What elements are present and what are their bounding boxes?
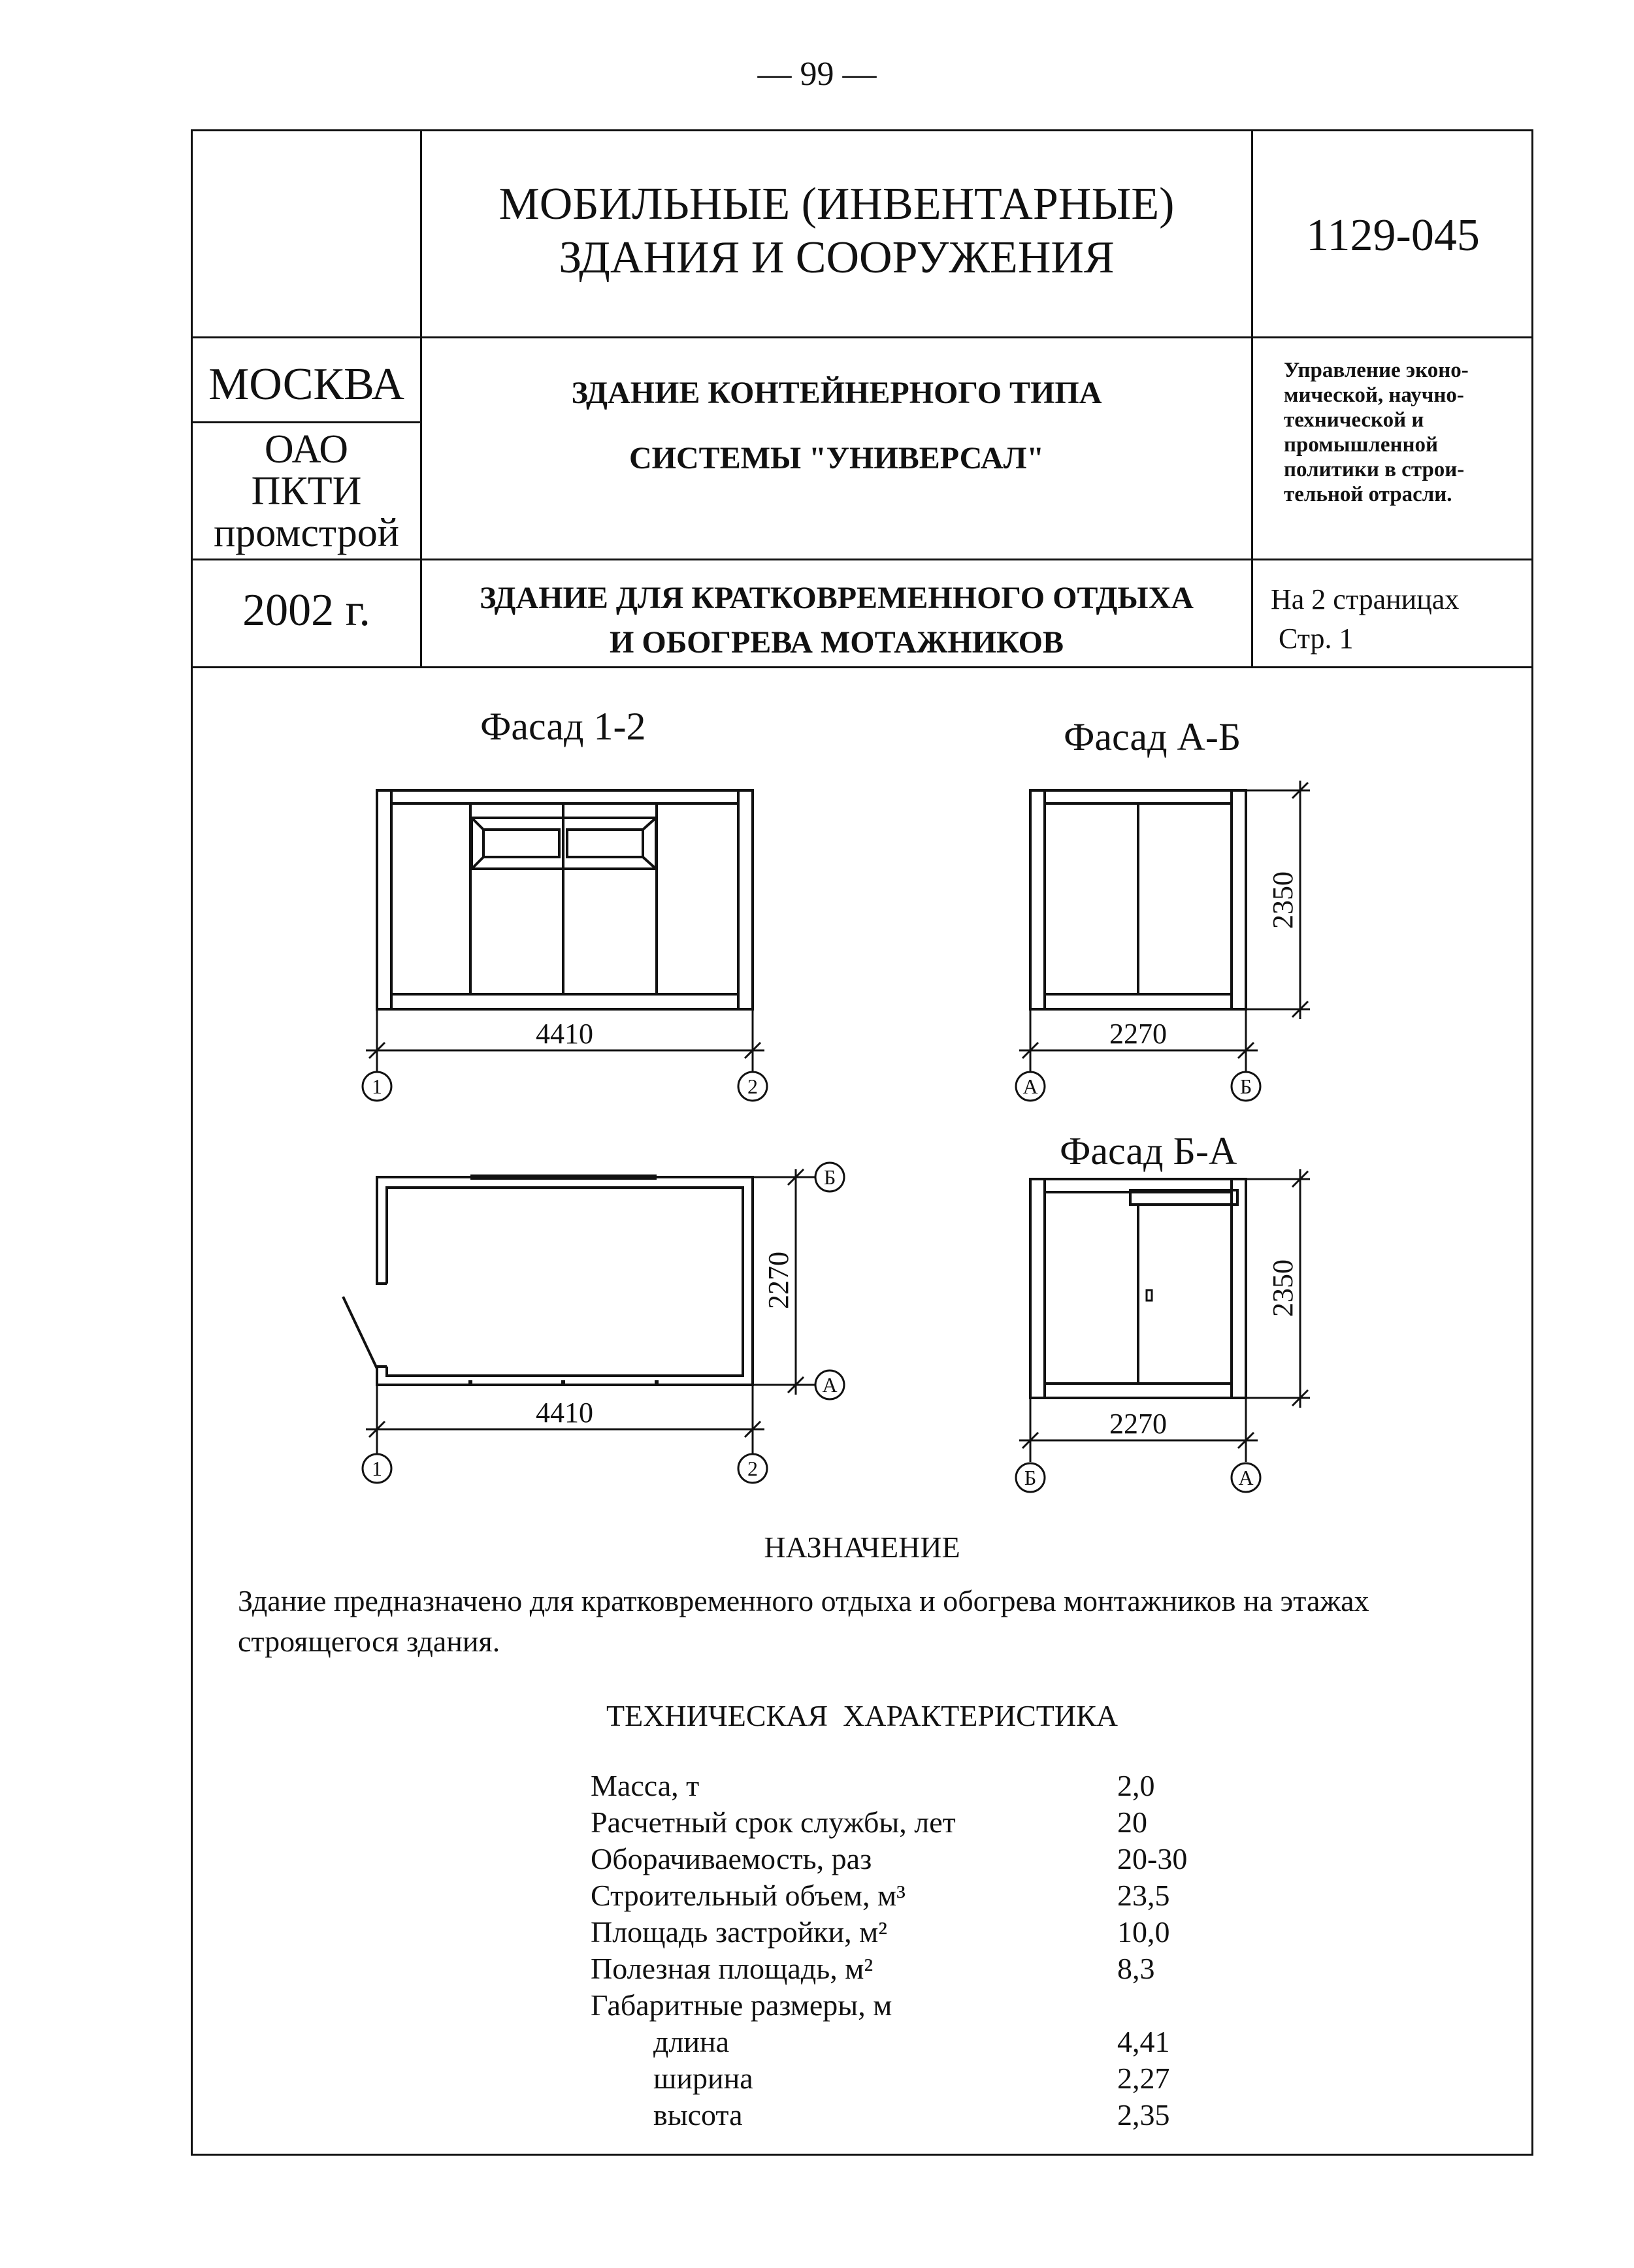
org-line3: промстрой — [214, 511, 399, 555]
spec-value: 23,5 — [1117, 1879, 1170, 1912]
series-title-line1: МОБИЛЬНЫЕ (ИНВЕНТАРНЫЕ) — [498, 179, 1175, 229]
city: МОСКВА — [208, 359, 404, 410]
facade-ba-drawing — [1030, 1179, 1246, 1398]
spec-label: ширина — [653, 2062, 753, 2095]
spec-row — [591, 1877, 906, 1914]
spec-row — [653, 2060, 753, 2097]
axis-label-2: 2 — [747, 1457, 758, 1480]
org-line1: ОАО — [264, 427, 349, 472]
spec-row — [591, 1987, 892, 2024]
authority-line6: тельной отрасли. — [1284, 483, 1452, 506]
dim-width-facade-ab: 2270 — [1109, 1018, 1167, 1050]
spec-value: 10,0 — [1117, 1915, 1170, 1949]
authority-line5: политики в строи- — [1284, 458, 1465, 481]
spec-row — [653, 2024, 729, 2060]
axis-label-1: 1 — [372, 1457, 382, 1480]
purpose-text-line1: Здание предназначено для кратковременного отдыха и обогрева монтажников на этажах — [238, 1584, 1369, 1617]
dim-height-facade-ab: 2350 — [1267, 871, 1299, 929]
authority-line2: мической, научно- — [1284, 383, 1464, 407]
spec-row — [591, 1841, 872, 1877]
spec-label: Строительный объем, м³ — [591, 1879, 906, 1912]
axis-label-a: А — [1238, 1466, 1254, 1489]
org-line2: ПКТИ — [251, 469, 362, 513]
dim-width-facade-ba: 2270 — [1109, 1408, 1167, 1440]
axis-label-a: А — [1022, 1075, 1038, 1098]
authority-line4: промышленной — [1284, 433, 1439, 457]
spec-label: высота — [653, 2098, 743, 2131]
authority-line3: технической и — [1284, 408, 1424, 432]
building-type-line1: ЗДАНИЕ КОНТЕЙНЕРНОГО ТИПА — [571, 376, 1102, 410]
spec-label: длина — [653, 2025, 730, 2058]
spec-label: Расчетный срок службы, лет — [591, 1806, 956, 1839]
facade-ab-title: Фасад А-Б — [1064, 715, 1241, 758]
spec-label: Масса, т — [591, 1769, 700, 1802]
spec-value: 20-30 — [1117, 1842, 1188, 1875]
spec-row — [653, 2097, 743, 2133]
pages-total: На 2 страницах — [1271, 583, 1460, 615]
axis-label-b: Б — [1239, 1075, 1252, 1098]
spec-row — [591, 1914, 887, 1951]
document-title-line2: И ОБОГРЕВА МОТАЖНИКОВ — [610, 625, 1064, 660]
spec-value: 2,27 — [1117, 2062, 1170, 2095]
spec-value: 20 — [1117, 1806, 1147, 1839]
facade-12-drawing — [377, 790, 753, 1009]
series-code: 1129-045 — [1306, 210, 1480, 261]
axis-label-1: 1 — [372, 1075, 382, 1098]
spec-value: 2,0 — [1117, 1769, 1155, 1802]
dim-length-facade12: 4410 — [536, 1018, 593, 1050]
spec-row — [591, 1951, 873, 1987]
spec-label: Полезная площадь, м² — [591, 1952, 874, 1985]
axis-label-b: Б — [1024, 1466, 1037, 1489]
page-label: Стр. 1 — [1279, 623, 1354, 655]
purpose-text-line2: строящегося здания. — [238, 1625, 500, 1658]
authority-line1: Управление эконо- — [1284, 359, 1469, 382]
specs-heading: ТЕХНИЧЕСКАЯ ХАРАКТЕРИСТИКА — [606, 1699, 1119, 1732]
spec-value: 2,35 — [1117, 2098, 1170, 2131]
axis-label-b: Б — [823, 1165, 836, 1189]
series-title-line2: ЗДАНИЯ И СООРУЖЕНИЯ — [559, 233, 1115, 283]
plan-drawing — [343, 1177, 753, 1385]
facade-ba-title: Фасад Б-А — [1060, 1129, 1237, 1173]
building-type-line2: СИСТЕМЫ "УНИВЕРСАЛ" — [629, 441, 1044, 476]
purpose-heading: НАЗНАЧЕНИЕ — [764, 1531, 960, 1564]
document-title-line1: ЗДАНИЕ ДЛЯ КРАТКОВРЕМЕННОГО ОТДЫХА — [480, 581, 1194, 615]
dim-height-facade-ba: 2350 — [1267, 1259, 1299, 1317]
spec-row — [591, 1804, 956, 1841]
spec-label: Габаритные размеры, м — [591, 1988, 892, 2022]
spec-value: 8,3 — [1117, 1952, 1155, 1985]
spec-row — [591, 1768, 699, 1804]
spec-label: Оборачиваемость, раз — [591, 1842, 872, 1875]
purpose-text — [238, 1581, 1512, 1662]
dim-width-plan: 2270 — [762, 1252, 794, 1309]
axis-label-a: А — [822, 1373, 838, 1397]
year: 2002 г. — [242, 585, 370, 636]
axis-label-2: 2 — [747, 1075, 758, 1098]
page-number: — 99 — — [757, 56, 877, 93]
facade-ab-drawing — [1030, 790, 1246, 1009]
spec-label: Площадь застройки, м² — [591, 1915, 888, 1949]
spec-value: 4,41 — [1117, 2025, 1170, 2058]
dim-length-plan: 4410 — [536, 1397, 593, 1429]
facade-12-title: Фасад 1-2 — [480, 705, 646, 748]
